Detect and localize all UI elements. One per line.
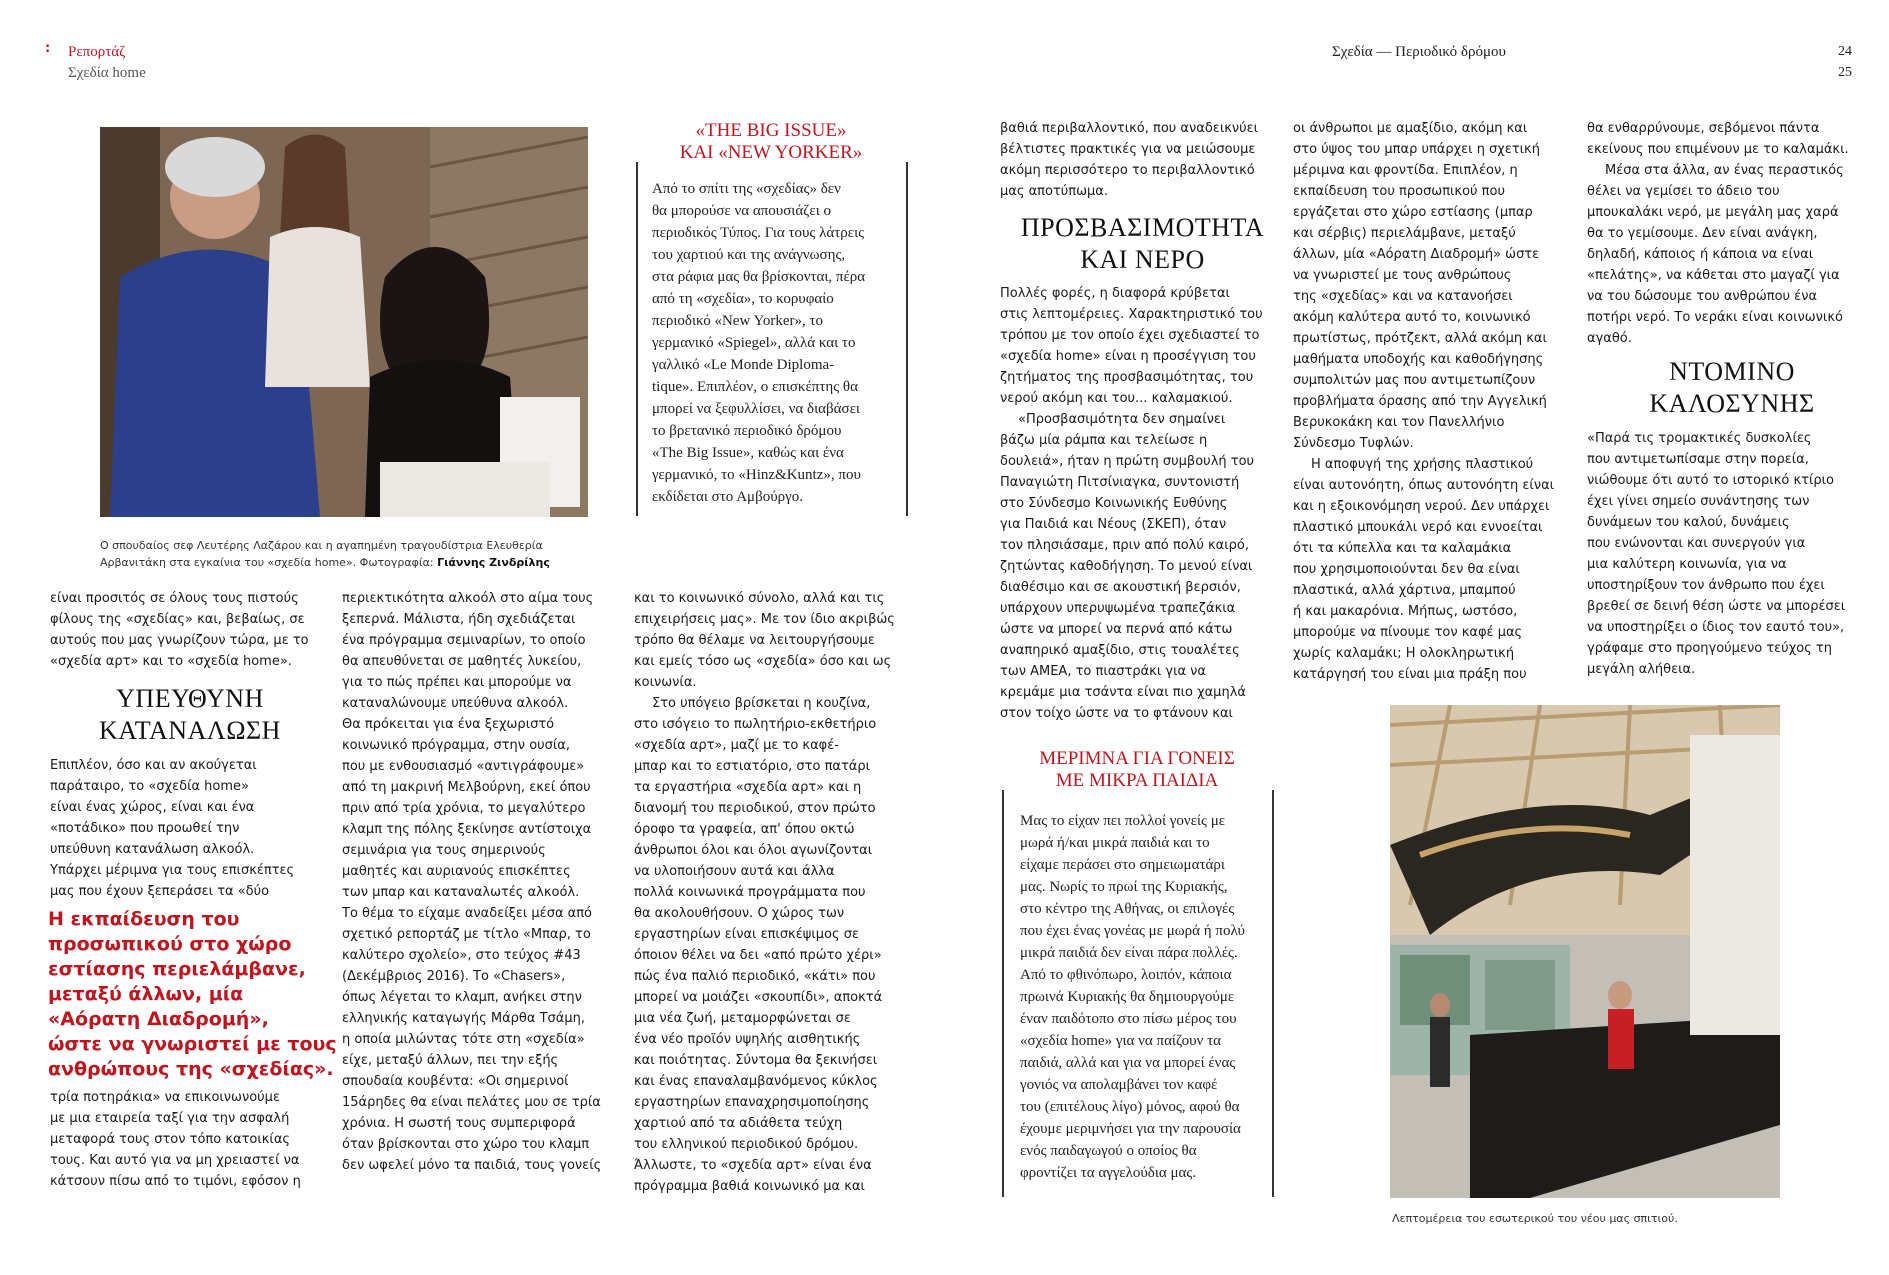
column-6	[1587, 118, 1877, 349]
text-line: πώς ένα παλιό περιοδικό, «κάτι» που	[634, 969, 876, 984]
text-line: σπουδαία κουβέντα: «Οι σημερινοί	[342, 1074, 569, 1089]
text-line: ξεπερνά. Μάλιστα, ήδη σχεδιάζεται	[342, 612, 576, 627]
text-line: «σχεδία home» είναι η προσέγγιση του	[1000, 349, 1256, 364]
text-line: Επιπλέον, όσο και αν ακούγεται	[50, 758, 257, 773]
quote-line: μεταξύ άλλων, μία	[48, 983, 244, 1005]
heading-line: ΚΑΛΟΣΥΝΗΣ	[1649, 389, 1815, 418]
text-line: χωρίς καλαμάκι; Η ολοκληρωτική	[1293, 646, 1515, 661]
text-line: θα ακολουθήσουν. Ο χώρος των	[634, 906, 845, 921]
text-line: στο ισόγειο το πωλητήριο-εκθετήριο	[634, 717, 877, 732]
page-number-right: 25	[1838, 65, 1852, 80]
text-line: άλλων, μία «Αόρατη Διαδρομή» ώστε	[1293, 247, 1540, 262]
heading-line: «THE BIG ISSUE»	[695, 120, 847, 141]
text-line: όπως λέγεται το κλαμπ, ανήκει στην	[342, 990, 582, 1005]
heading-line: ΠΡΟΣΒΑΣΙΜΟΤΗΤΑ	[1020, 213, 1265, 242]
text-line: με μια εταιρεία ταξί για την ασφαλή	[50, 1111, 290, 1126]
text-line: εκπαίδευση του προσωπικού που	[1293, 184, 1505, 199]
text-line: παιδιά, αλλά και για να μπορεί ένας	[1020, 1055, 1236, 1071]
text-line: Πολλές φορές, η διαφορά κρύβεται	[1000, 286, 1230, 301]
text-line: θέλει να γεμίσει το άδειο του	[1587, 184, 1780, 199]
text-line: Η αποφυγή της χρήσης πλαστικού	[1311, 457, 1534, 472]
text-line: περιεκτικότητα αλκοόλ στο αίμα τους	[342, 591, 594, 606]
quote-line: ώστε να γνωριστεί με τους	[48, 1033, 337, 1055]
box-divider-left	[636, 162, 638, 516]
text-line: (Δεκέμβριος 2016). Το «Chasers»,	[342, 969, 566, 984]
heading-line: ΚΑΙ ΝΕΡΟ	[1080, 245, 1205, 274]
photo-opening-event-caption	[100, 537, 600, 571]
text-line: νερού ακόμη και του... καλαμακιού.	[1000, 391, 1233, 406]
text-line: φίλους της «σχεδίας» και, βεβαίως, σε	[50, 612, 305, 627]
text-line: μωρά ή/και μικρά παιδιά και το	[1020, 835, 1210, 851]
heading-responsible-consumption	[50, 683, 330, 747]
text-line: και η εξοικονόμηση νερού. Δεν υπάρχει	[1293, 499, 1550, 514]
text-line: βρεθεί σε δεινή θέση ώστε να μπορέσει	[1587, 599, 1846, 614]
text-line: «Παρά τις τρομακτικές δυσκολίες	[1587, 431, 1812, 446]
text-line: πλαστικά, αλλά χάρτινα, μπαμπού	[1293, 583, 1516, 598]
text-line: μαθητές και αυριανούς επισκέπτες	[342, 864, 571, 879]
text-line: μαθήματα υποδοχής και καθοδήγησης	[1293, 352, 1544, 367]
text-line: ζητώντας καθοδήγηση. Το μενού είναι	[1000, 559, 1253, 574]
text-line: γερμανικό «Spiegel», αλλά και το	[652, 335, 856, 351]
text-line: τρόπου με τον οποίο έχει σχεδιαστεί το	[1000, 328, 1260, 343]
column-1-body-2	[50, 1087, 330, 1192]
photo-opening-event	[100, 127, 588, 517]
photo-opening-event-illustration	[100, 127, 588, 517]
bigissue-body	[652, 178, 904, 508]
text-line: δηλαδή, κάποιος ή κάποια να είναι	[1587, 247, 1814, 262]
text-line: ζητήματος της προσβασιμότητας, του	[1000, 370, 1254, 385]
text-line: όποιον θέλει να δει «από πρώτο χέρι»	[634, 948, 882, 963]
text-line: «πελάτης», να κάθεται στο μαγαζί για	[1587, 268, 1840, 283]
text-line: Σύνδεσμο Τυφλών.	[1293, 436, 1414, 451]
text-line: διαθέσιμο και σε ακουστική βερσιόν,	[1000, 580, 1241, 595]
photo-interior-illustration	[1390, 705, 1780, 1198]
text-line: τον πλησιάσαμε, πριν από πολύ καιρό,	[1000, 538, 1249, 553]
text-line: είχε, μεταξύ άλλων, πει την εξής	[342, 1053, 559, 1068]
text-line: να γνωριστεί με τους ανθρώπους	[1293, 268, 1512, 283]
text-line: διανομή του περιοδικού, στον πρώτο	[634, 801, 876, 816]
text-line: όταν βρίσκονται στο χώρο του κλαμπ	[342, 1137, 590, 1152]
text-line: και το κοινωνικό σύνολο, αλλά και τις	[634, 591, 885, 606]
text-line: πρωινά Κυριακής θα δημιουργούμε	[1020, 989, 1235, 1005]
merimna-heading	[1002, 748, 1272, 792]
section-marker-icon: :	[45, 41, 51, 56]
text-line: «The Big Issue», καθώς και ένα	[652, 445, 844, 461]
text-line: εκδίδεται στο Αμβούργο.	[652, 489, 804, 505]
text-line: δεν ωφελεί μόνο τα παιδιά, τους γονείς	[342, 1158, 602, 1173]
text-line: μια νέα ζωή, μεταμορφώνεται σε	[634, 1011, 851, 1026]
text-line: που με ενθουσιασμό «αντιγράφουμε»	[342, 759, 585, 774]
heading-domino-kindness	[1587, 356, 1877, 420]
text-line: για Παιδιά και Νέους (ΣΚΕΠ), όταν	[1000, 517, 1227, 532]
heading-line: ΜΕΡΙΜΝΑ ΓΙΑ ΓΟΝΕΙΣ	[1039, 748, 1235, 769]
text-line: του (επιτέλους λίγο) μόνος, αφού θα	[1020, 1099, 1240, 1115]
text-line: που έχει ένας γονέας με μωρά ή πολύ	[1020, 923, 1245, 939]
text-line: είναι ένας χώρος, είναι και ένα	[50, 800, 255, 815]
quote-line: εστίασης περιελάμβανε,	[48, 958, 306, 980]
text-line: και ποιότητας. Σύντομα θα ξεκινήσει	[634, 1053, 878, 1068]
text-line: μπαρ και το εστιατόριο, στο πατάρι	[634, 759, 871, 774]
text-line: αυτούς που μας γνωρίζουν τώρα, με το	[50, 633, 309, 648]
text-line: υπάρχουν υπερυψωμένα τραπεζάκια	[1000, 601, 1236, 616]
text-line: «ποτάδικο» που προωθεί την	[50, 821, 240, 836]
text-line: βάζω μία ράμπα και τελείωσε η	[1000, 433, 1208, 448]
text-line: υποστηρίξουν τον άνθρωπο που έχει	[1587, 578, 1825, 593]
text-line: σχετικό ρεπορτάζ με τίτλο «Μπαρ, το	[342, 927, 591, 942]
text-line: η οποία μιλώντας τότε στη «σχεδία»	[342, 1032, 585, 1047]
text-line: κοινωνικό πρόγραμμα, στην ουσία,	[342, 738, 571, 753]
text-line: συμπολιτών μας που αντιμετωπίζουν	[1293, 373, 1536, 388]
text-line: των ΑΜΕΑ, το πιαστράκι για να	[1000, 664, 1207, 679]
text-line: και σέρβις) περιελάμβανε, μεταξύ	[1293, 226, 1516, 241]
section-title: Ρεπορτάζ	[68, 44, 126, 60]
text-line: βαθιά περιβαλλοντικό, που αναδεικνύει	[1000, 121, 1259, 136]
text-line: τα εργαστήρια «σχεδία αρτ» και η	[634, 780, 862, 795]
magazine-title: Σχεδία — Περιοδικό δρόμου	[1332, 44, 1506, 60]
text-line: πρόγραμμα βαθιά κοινωνικό μα και	[634, 1179, 865, 1194]
text-line: γερμανικό, το «Hinz&Kuntz», που	[652, 467, 861, 483]
heading-line: ΥΠΕΥΘΥΝΗ	[116, 684, 264, 713]
text-line: των μπαρ και καταναλωτές αλκοόλ.	[342, 885, 580, 900]
text-line: ελληνικής καταγωγής Μάρθα Τσάμη,	[342, 1011, 585, 1026]
text-line: tique». Επιπλέον, ο επισκέπτης θα	[652, 379, 858, 395]
text-line: επιχειρήσεις μας». Με τον ίδιο ακριβώς	[634, 612, 895, 627]
text-line: ένα νέο προϊόν υψηλής αισθητικής	[634, 1032, 861, 1047]
column-1	[50, 588, 330, 672]
text-line: θα το γεμίσουμε. Δεν είναι ανάγκη,	[1587, 226, 1818, 241]
text-line: βέλτιστες πρακτικές για να μειώσουμε	[1000, 142, 1256, 157]
text-line: μας που έχουν ξεπεράσει τα «δύο	[50, 884, 270, 899]
heading-line: ΚΑΙ «NEW YORKER»	[679, 142, 863, 163]
text-line: ότι τα κύπελλα και τα καλαμάκια	[1293, 541, 1512, 556]
quote-line: προσωπικού στο χώρο	[48, 933, 292, 955]
text-line: όροφο τα γραφεία, απ' όπου οκτώ	[634, 822, 855, 837]
text-line: Βερυκοκάκη και τον Πανελλήνιο	[1293, 415, 1505, 430]
text-line: είναι αυτονόητη, όπως αυτονόητη είναι	[1293, 478, 1555, 493]
text-line: μικρά παιδιά δεν είναι πάρα πολλές.	[1020, 945, 1238, 961]
text-line: δυνάμεων του καλού, δυνάμεις	[1587, 515, 1790, 530]
text-line: που αντιμετωπίσαμε στην πορεία,	[1587, 452, 1809, 467]
column-4-body	[1000, 283, 1285, 724]
text-line: ενός παιδαγωγού ο οποίος θα	[1020, 1143, 1197, 1159]
text-line: περιοδικό «New Yorker», το	[652, 313, 823, 329]
text-line: πριν από τρία χρόνια, το μεγαλύτερο	[342, 801, 586, 816]
text-line: Μας το είχαν πει πολλοί γονείς με	[1020, 813, 1226, 829]
text-line: τρόπο θα θέλαμε να λειτουργήσουμε	[634, 633, 875, 648]
text-line: στον τοίχο ώστε να το φτάνουν και	[1000, 706, 1233, 721]
text-line: υπεύθυνη κατανάλωση αλκοόλ.	[50, 842, 255, 857]
heading-line: ΜΕ ΜΙΚΡΑ ΠΑΙΔΙΑ	[1055, 770, 1219, 791]
text-line: παράταιρο, το «σχεδία home»	[50, 779, 249, 794]
text-line: να υποστηρίξει ο ίδιος τον εαυτό του»,	[1587, 620, 1845, 635]
text-line: να του δώσουμε του ανθρώπου ένα	[1587, 289, 1818, 304]
text-line: κρεμάμε μια τσάντα είναι πιο χαμηλά	[1000, 685, 1246, 700]
text-line: κατάργησή του είναι μια πράξη που	[1293, 667, 1527, 682]
text-line: θα ενθαρρύνουμε, σεβόμενοι πάντα	[1587, 121, 1820, 136]
text-line: έχουμε μεριμνήσει για την παρουσία	[1020, 1121, 1241, 1137]
text-line: μπορούμε να πίνουμε τον καφέ μας	[1293, 625, 1523, 640]
quote-line: Η εκπαίδευση του	[48, 908, 240, 930]
text-line: νιώθουμε ότι αυτό το ιστορικό κτίριο	[1587, 473, 1834, 488]
heading-line: ΝΤΟΜΙΝΟ	[1669, 357, 1795, 386]
subsection-title: Σχεδία home	[68, 65, 146, 81]
text-line: φροντίζει τα αγγελούδια μας.	[1020, 1165, 1197, 1181]
text-line: Μέσα στα άλλα, αν ένας περαστικός	[1605, 163, 1844, 178]
text-line: γονιός να απολαμβάνει τον καφέ	[1020, 1077, 1218, 1093]
text-line: «σχεδία home» για να παίζουν τα	[1020, 1033, 1221, 1049]
text-line: ακόμη καλύτερα αυτό το, κοινωνικό	[1293, 310, 1531, 325]
photo-credit: Γιάννης Ζινδρίλης	[437, 556, 550, 569]
text-line: Παναγιώτη Πιτσίνιαγκα, συντονιστή	[1000, 475, 1240, 490]
text-line: έχει γίνει σημείο συνάντησης των	[1587, 494, 1810, 509]
text-line: στο κέντρο της Αθήνας, οι επιλογές	[1020, 901, 1235, 917]
text-line: «σχεδία αρτ» και το «σχεδία home».	[50, 654, 292, 669]
text-line: εκείνους που επιμένουν με το καλαμάκι.	[1587, 142, 1849, 157]
text-line: μας. Νωρίς το πρωί της Κυριακής,	[1020, 879, 1228, 895]
text-line: από τη «σχεδία», το κορυφαίο	[652, 291, 834, 307]
text-line: άνθρωποι όλοι και όλοι αγωνίζονται	[634, 843, 873, 858]
text-line: μεταφορά τους στον τόπο κατοικίας	[50, 1132, 291, 1147]
text-line: πλαστικό μπουκάλι νερό και εννοείται	[1293, 520, 1543, 535]
column-4	[1000, 118, 1285, 202]
text-line: Άλλωστε, το «σχεδία αρτ» είναι ένα	[634, 1158, 872, 1173]
text-line: προβλήματα όρασης από την Αγγελική	[1293, 394, 1547, 409]
text-line: θα απευθύνεται σε μαθητές λυκείου,	[342, 654, 582, 669]
quote-line: «Αόρατη Διαδρομή»,	[48, 1008, 269, 1030]
text-line: ένα πρόγραμμα σεμιναρίων, το οποίο	[342, 633, 586, 648]
text-line: αναπηρικό αμαξίδιο, στις τουαλέτες	[1000, 643, 1240, 658]
box-divider-right	[1272, 790, 1274, 1197]
column-2	[342, 588, 627, 1176]
text-line: να υλοποιήσουν αυτά και άλλα	[634, 864, 835, 879]
text-line: θα μπορούσε να απουσιάζει ο	[652, 203, 831, 219]
page-number-left: 24	[1838, 44, 1852, 59]
text-line: της «σχεδίας» και να κατανοήσει	[1293, 289, 1513, 304]
text-line: τους. Και αυτό για να μη χρειαστεί να	[50, 1153, 300, 1168]
text-line: χρόνια. Η σωστή τους συμπεριφορά	[342, 1116, 576, 1131]
heading-line: ΚΑΤΑΝΑΛΩΣΗ	[99, 716, 281, 745]
text-line: Στο υπόγειο βρίσκεται η κουζίνα,	[652, 696, 871, 711]
bigissue-heading	[636, 120, 906, 164]
text-line: πολλά κοινωνικά προγράμματα που	[634, 885, 866, 900]
text-line: ακόμη περισσότερο το περιβαλλοντικό	[1000, 163, 1255, 178]
quote-line: ανθρώπους της «σχεδίας».	[48, 1058, 334, 1080]
text-line: Θα πρόκειται για ένα ξεχωριστό	[342, 717, 555, 732]
text-line: ποτήρι νερό. Το νεράκι είναι κοινωνικό	[1587, 310, 1843, 325]
text-line: από τη μακρινή Μελβούρνη, εκεί όπου	[342, 780, 591, 795]
caption-line: Ο σπουδαίος σεφ Λευτέρης Λαζάρου και η αγαπημένη τραγουδίστρια Ελευθερία	[100, 539, 543, 552]
text-line: χαρτιού από τα αδιάθετα τεύχη	[634, 1116, 843, 1131]
text-line: δουλειά», ήταν η πρώτη συμβουλή του	[1000, 454, 1255, 469]
text-line: μια καλύτερη κοινωνία, για να	[1587, 557, 1787, 572]
column-3	[634, 588, 919, 1197]
text-line: εργαστηρίων επαναχρησιμοποίησης	[634, 1095, 870, 1110]
text-line: και εμείς τόσο ως «σχεδία» όσο και ως	[634, 654, 892, 669]
text-line: στα ράφια μας θα βρίσκονται, πέρα	[652, 269, 866, 285]
text-line: καταναλώνουμε υπεύθυνα αλκοόλ.	[342, 696, 569, 711]
text-line: που χρησιμοποιούνται δεν θα είναι	[1293, 562, 1520, 577]
merimna-body	[1020, 810, 1270, 1184]
text-line: οι άνθρωποι με αμαξίδιο, ακόμη και	[1293, 121, 1528, 136]
text-line: ώστε να μπορεί να περνά από κάτω	[1000, 622, 1233, 637]
text-line: είχαμε περάσει στο σημειωματάρι	[1020, 857, 1225, 873]
column-1-body	[50, 755, 330, 902]
text-line: μέριμνα και φροντίδα. Επιπλέον, η	[1293, 163, 1518, 178]
text-line: του χαρτιού και της ανάγνωσης,	[652, 247, 846, 263]
caption-line: Αρβανιτάκη στα εγκαίνια του «σχεδία home». Φωτογραφία:	[100, 556, 438, 569]
text-line: γαλλικό «Le Monde Diploma-	[652, 357, 835, 373]
text-line: στο ύψος του μπαρ υπάρχει η σχετική	[1293, 142, 1540, 157]
text-line: και ένας επαναλαμβανόμενος κύκλος	[634, 1074, 878, 1089]
text-line: κλαμπ της πόλης ξεκίνησε αντίστοιχα	[342, 822, 592, 837]
text-line: στις λεπτομέρειες. Χαρακτηριστικό του	[1000, 307, 1263, 322]
text-line: ή και μακαρόνια. Μήπως, ωστόσο,	[1293, 604, 1518, 619]
text-line: είναι προσιτός σε όλους τους πιστούς	[50, 591, 299, 606]
text-line: σεμινάρια για τους σημερινούς	[342, 843, 546, 858]
text-line: κοινωνία.	[634, 675, 697, 690]
text-line: μεγάλη αλήθεια.	[1587, 662, 1696, 677]
text-line: μπουκαλάκι νερό, με μεγάλη μας χαρά	[1587, 205, 1839, 220]
text-line: «Προσβασιμότητα δεν σημαίνει	[1018, 412, 1226, 427]
pull-quote	[48, 907, 338, 1082]
text-line: αγαθό.	[1587, 331, 1632, 346]
text-line: εργάζεται στο χώρο εστίασης (μπαρ	[1293, 205, 1533, 220]
text-line: γράφαμε στο προηγούμενο τεύχος τη	[1587, 641, 1832, 656]
photo-interior-caption: Λεπτομέρεια του εσωτερικού του νέου μας σπιτιού.	[1392, 1212, 1678, 1225]
text-line: για το πώς πρέπει και μπορούμε να	[342, 675, 572, 690]
text-line: καλύτερο σχολείο», στο τεύχος #43	[342, 948, 581, 963]
text-line: Από το σπίτι της «σχεδίας» δεν	[652, 181, 841, 197]
photo-interior	[1390, 705, 1780, 1198]
text-line: το βρετανικό περιοδικό δρόμου	[652, 423, 842, 439]
text-line: Υπάρχει μέριμνα για τους επισκέπτες	[50, 863, 295, 878]
text-line: μπορεί να μοιάζει «σκουπίδι», αποκτά	[634, 990, 883, 1005]
text-line: που ενώνονται και συνεργούν για	[1587, 536, 1806, 551]
box-divider-left	[1002, 790, 1004, 1197]
column-5	[1293, 118, 1578, 685]
text-line: 15άρηδες θα είναι πελάτες μου σε τρία	[342, 1095, 601, 1110]
column-6-body	[1587, 428, 1877, 680]
text-line: πρωτίστως, πρότζεκτ, αλλά ακόμη και	[1293, 331, 1547, 346]
text-line: Από το φθινόπωρο, λοιπόν, κάποια	[1020, 967, 1232, 983]
text-line: μπορεί να ξεφυλλίσει, να διαβάσει	[652, 401, 860, 417]
text-line: έναν παιδότοπο στο πίσω μέρος του	[1020, 1011, 1237, 1027]
text-line: περιοδικός Τύπος. Για τους λάτρεις	[652, 225, 865, 241]
text-line: του ελληνικού περιοδικού δρόμου.	[634, 1137, 859, 1152]
heading-accessibility-water	[995, 212, 1290, 276]
text-line: μας αποτύπωμα.	[1000, 184, 1108, 199]
text-line: Το θέμα το είχαμε αναδείξει μέσα από	[342, 906, 593, 921]
text-line: «σχεδία αρτ», μαζί με το καφέ-	[634, 738, 839, 753]
text-line: εργαστηρίων είναι επισκέψιμος σε	[634, 927, 859, 942]
box-divider-right	[906, 162, 908, 516]
text-line: στο Σύνδεσμο Κοινωνικής Ευθύνης	[1000, 496, 1228, 511]
text-line: τρία ποτηράκια» να επικοινωνούμε	[50, 1090, 280, 1105]
text-line: κάτσουν πίσω από το τιμόνι, εφόσον η	[50, 1174, 301, 1189]
